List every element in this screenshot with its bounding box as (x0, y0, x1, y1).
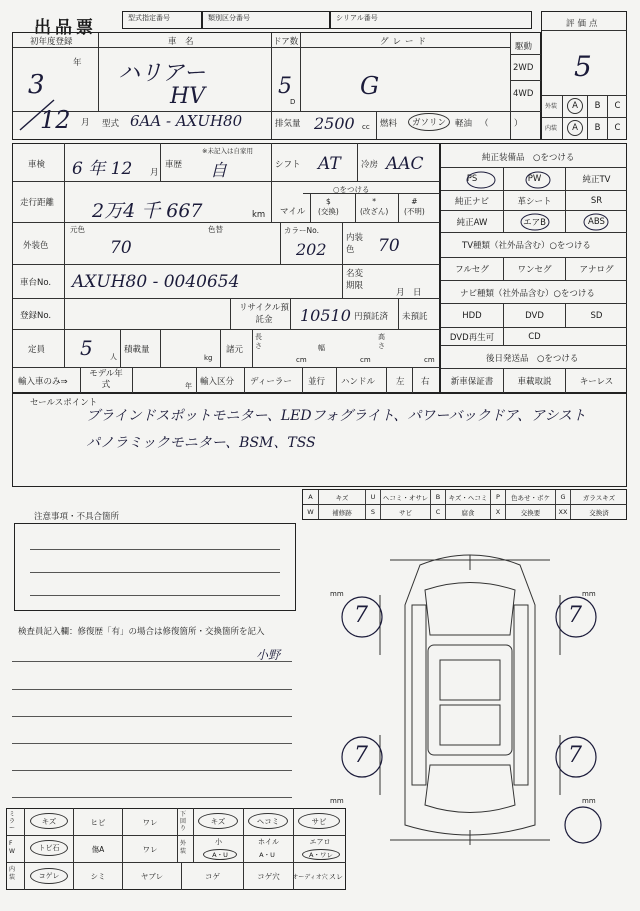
displacement-label: 排気量 (275, 119, 301, 129)
aircon-value: AAC (386, 154, 424, 174)
doors-suffix: D (290, 98, 296, 106)
mileage-label: 走行距離 (20, 198, 55, 208)
interior-color-label: 内装色 (346, 233, 364, 255)
equip-sr: SR (590, 195, 603, 206)
legend-row1-cell: 色あせ・ボケ (505, 490, 555, 504)
grade-label: グレード (380, 37, 431, 47)
int-rub: スレ (329, 872, 343, 881)
legend-row1-cell: B (430, 490, 445, 504)
tire-fl-value: 7 (354, 603, 368, 628)
original-color-label: 元色 (70, 225, 85, 234)
sales-points-label: セールスポイント (30, 398, 98, 408)
mile-exchange: $ (交換) (318, 197, 339, 216)
capacity-label: 定員 (28, 345, 46, 355)
color-no-label: カラーNo. (284, 226, 319, 235)
navi-dvd-play: DVD再生可 (449, 332, 495, 343)
displacement-unit: cc (362, 123, 370, 131)
displacement-value: 2500 (314, 114, 355, 133)
mile-unknown: # (不明) (404, 197, 425, 216)
fw-scratch: 傷A (91, 844, 105, 854)
drive-label: 駆動 (515, 42, 533, 52)
legend-row1-cell: ヘコミ・オサレ (380, 490, 430, 504)
length-label: 長さ (255, 333, 262, 350)
name-change-label: 名変期限 (346, 269, 364, 291)
history-value: 自 (210, 161, 227, 181)
legend-row1-cell: U (365, 490, 380, 504)
car-diagram (320, 545, 620, 885)
capacity-value: 5 (80, 336, 93, 360)
shaken-month: 月 (150, 168, 159, 178)
type-label: 型式 (102, 119, 120, 129)
reg-no-label: 登録No. (20, 311, 52, 321)
shaken-value: 6 年 12 (72, 159, 133, 179)
inspector-signature: 小野 (256, 648, 281, 662)
tire-fr-mm: mm (582, 590, 596, 598)
legend-row1-cell: ガラスキズ (570, 490, 627, 504)
fw-stone: トビ石 (30, 840, 68, 856)
type-value: 6AA - AXUH80 (130, 112, 243, 130)
interior-grade-label: 内装 (545, 125, 558, 132)
fuel-gasoline: ガソリン (408, 113, 450, 131)
int-burn: コゲレ (30, 868, 68, 884)
exterior-grade-b: B (594, 101, 601, 111)
under-label: 下回り (180, 811, 187, 832)
mileage-unit: km (252, 210, 266, 220)
height-label: 高さ (378, 333, 385, 350)
page-title: 出品票 (34, 18, 97, 38)
notes-label: 注意事項・不具合箇所 (34, 512, 120, 522)
slash-mark (18, 98, 58, 132)
not-deposit-label: 未預託 (402, 312, 428, 322)
tv-title: TV種類（社外品含む）○をつける (462, 241, 591, 251)
chassis-label: 車台No. (20, 278, 52, 288)
load-unit: kg (204, 354, 213, 362)
navi-hdd: HDD (462, 310, 482, 321)
width-cm: cm (360, 356, 371, 364)
mirror-crack: ヒビ (90, 817, 106, 827)
equip-abs: ABS (588, 216, 605, 227)
interior-grade-a: A (567, 120, 583, 136)
recycle-label: リサイクル預託金 (239, 303, 289, 325)
legend-row1-cell: キズ (318, 490, 365, 504)
shaken-label: 車検 (28, 160, 46, 170)
score-label: 評価点 (566, 19, 601, 29)
year-unit: 年 (73, 58, 82, 68)
sales-points-line2: パノラミックモニター、BSM、TSS (86, 435, 316, 451)
load-label: 積載量 (124, 345, 150, 355)
under-scratch: キズ (198, 813, 238, 829)
import-parallel: 並行 (308, 377, 326, 387)
legend-row1-cell: G (555, 490, 570, 504)
later-keyless: キーレス (579, 377, 614, 387)
equip-airbag: エアB (523, 217, 546, 228)
drive-2wd: 2WD (513, 63, 534, 73)
exterior-grade-a: A (567, 98, 583, 114)
fuel-other: （ ） (480, 119, 523, 129)
fuel-light-oil: 軽油 (455, 119, 473, 129)
vehicle-name-label: 車 名 (168, 37, 194, 47)
ext-small: 小 (215, 838, 222, 846)
mile-label: マイル (280, 207, 306, 217)
later-manual: 車載取説 (517, 377, 552, 387)
notes-box (14, 523, 296, 611)
vehicle-name-value: ハリアー (118, 61, 206, 86)
recycle-value: 10510 (300, 306, 351, 325)
deposit-label: 円預託済 (354, 312, 389, 322)
import-label: 輸入車のみ⇒ (18, 377, 68, 387)
tire-rl-mm: mm (330, 797, 344, 805)
navi-dvd: DVD (525, 310, 544, 321)
handle-right: 右 (421, 377, 430, 387)
doors-value: 5 (278, 74, 292, 99)
reg-month-value: 12 (40, 106, 71, 134)
under-dent: ヘコミ (248, 813, 288, 829)
legend-row2-cell: サビ (380, 505, 430, 519)
doors-label: ドア数 (273, 37, 299, 47)
tire-rl-value: 7 (354, 743, 368, 768)
shift-label: シフト (275, 160, 301, 170)
dims-label: 諸元 (226, 345, 244, 355)
model-year-unit: 年 (185, 382, 192, 390)
legend-row2-cell: S (365, 505, 380, 519)
interior-grade-c: C (614, 123, 621, 133)
width-label: 幅 (318, 344, 325, 352)
legend-row2-cell: 腐食 (445, 505, 490, 519)
ext-small-au: A・U (203, 849, 237, 860)
later-warranty: 新車保証書 (450, 377, 494, 387)
under-rust: サビ (298, 813, 340, 829)
int-audiohole: オーディオ穴 (292, 874, 328, 881)
history-note: ※未記入は自家用 (202, 147, 253, 155)
month-unit: 月 (81, 118, 90, 128)
ext-aero-au: A・ワレ (302, 849, 340, 860)
equip-aw: 純正AW (456, 217, 488, 228)
tire-fr-value: 7 (568, 603, 582, 628)
legend-row1-cell: キズ・ヘコミ (445, 490, 490, 504)
equip-ps: PS (466, 174, 478, 184)
aircon-label: 冷房 (361, 160, 379, 170)
ext-wheel: ホイル (258, 838, 279, 846)
mile-tamper: * (改ざん) (360, 197, 389, 216)
equip-leather: 革シート (517, 196, 552, 207)
model-designation-label: 型式指定番号 (128, 14, 170, 22)
int-tear: ヤブレ (140, 872, 164, 881)
fw-side-label: F W (9, 840, 15, 855)
tire-fl-mm: mm (330, 590, 344, 598)
equip-navi: 純正ナビ (454, 196, 489, 207)
mirror-scratch: キズ (30, 813, 68, 829)
length-cm: cm (296, 356, 307, 364)
equip-pw: PW (527, 174, 542, 184)
shift-value: AT (318, 154, 341, 174)
score-value: 5 (574, 50, 592, 83)
mirror-side-label: ミラー (9, 811, 16, 832)
later-title: 後日発送品 ○をつける (486, 354, 579, 364)
model-year-label: モデル年式 (89, 369, 123, 390)
fuel-label: 燃料 (380, 119, 398, 129)
legend-row1-cell: A (308, 493, 313, 501)
mileage-value: 2万4 千 667 (92, 200, 203, 222)
tv-oneseg: ワンセグ (517, 265, 552, 275)
import-type-label: 輸入区分 (200, 377, 235, 387)
history-label: 車歴 (165, 160, 183, 170)
sales-points-line1: ブラインドスポットモニター、LEDフォグライト、パワーバックドア、アシスト (86, 408, 587, 424)
navi-sd: SD (590, 310, 603, 321)
chassis-value: AXUH80 - 0040654 (72, 272, 240, 292)
exterior-grade-c: C (614, 101, 621, 111)
vehicle-name-value2: HV (170, 84, 206, 109)
import-dealer: ディーラー (250, 377, 292, 387)
capacity-unit: 人 (110, 353, 117, 361)
equipment-circles (441, 167, 627, 233)
int-burn2: コゲ (205, 872, 220, 881)
tv-analog: アナログ (579, 265, 614, 275)
ext-wheel-au: A・U (259, 851, 275, 859)
equipment-title: 純正装備品 ○をつける (482, 153, 575, 163)
legend-row2-cell: 交換要 (505, 505, 555, 519)
tire-rr-mm: mm (582, 797, 596, 805)
inspector-label: 検査員記入欄：修復歴「有」の場合は修復箇所・交換箇所を記入 (18, 627, 265, 637)
int-stain: シミ (90, 872, 106, 881)
mirror-break: ワレ (142, 817, 158, 827)
legend-row2-cell: XX (555, 505, 570, 519)
category-label: 類別区分番号 (208, 14, 250, 22)
legend-row1-cell: P (490, 490, 505, 504)
ext-aero: エアロ (309, 838, 331, 846)
color-value: 70 (110, 238, 132, 258)
height-cm: cm (424, 356, 435, 364)
legend-row2-cell: C (430, 505, 445, 519)
grade-value: G (360, 72, 380, 100)
navi-title: ナビ種類（社外品含む）○をつける (460, 289, 595, 299)
exterior-grade-label: 外装 (545, 103, 558, 110)
repaint-label: 色替 (208, 225, 223, 234)
navi-cd: CD (528, 331, 541, 342)
fw-break: ワレ (142, 844, 158, 854)
first-reg-label: 初年度登録 (30, 37, 73, 47)
name-change-unit: 月 日 (396, 288, 422, 298)
color-no-value: 202 (296, 240, 327, 259)
legend-row2-cell: 交換済 (570, 505, 627, 519)
handle-label: ハンドル (341, 377, 376, 387)
handle-left: 左 (396, 377, 405, 387)
interior-color-value: 70 (378, 236, 400, 256)
legend-row2-cell: X (490, 505, 505, 519)
legend-row2-cell: W (307, 508, 314, 516)
equip-tv: 純正TV (582, 175, 611, 185)
tv-fullseg: フルセグ (455, 265, 489, 275)
exterior-label: 外装 (180, 840, 187, 855)
interior-grade-b: B (594, 123, 601, 133)
int-burnhole: コゲ穴 (257, 872, 280, 881)
legend-row2-cell: 補修跡 (318, 505, 365, 519)
drive-4wd: 4WD (513, 89, 534, 99)
tire-rr-value: 7 (568, 743, 582, 768)
mark-note: ○をつける (333, 185, 370, 194)
serial-label: シリアル番号 (336, 14, 378, 22)
color-label: 外装色 (23, 241, 49, 251)
reg-year-value: 3 (28, 70, 45, 100)
interior-side-label: 内装 (9, 866, 16, 881)
